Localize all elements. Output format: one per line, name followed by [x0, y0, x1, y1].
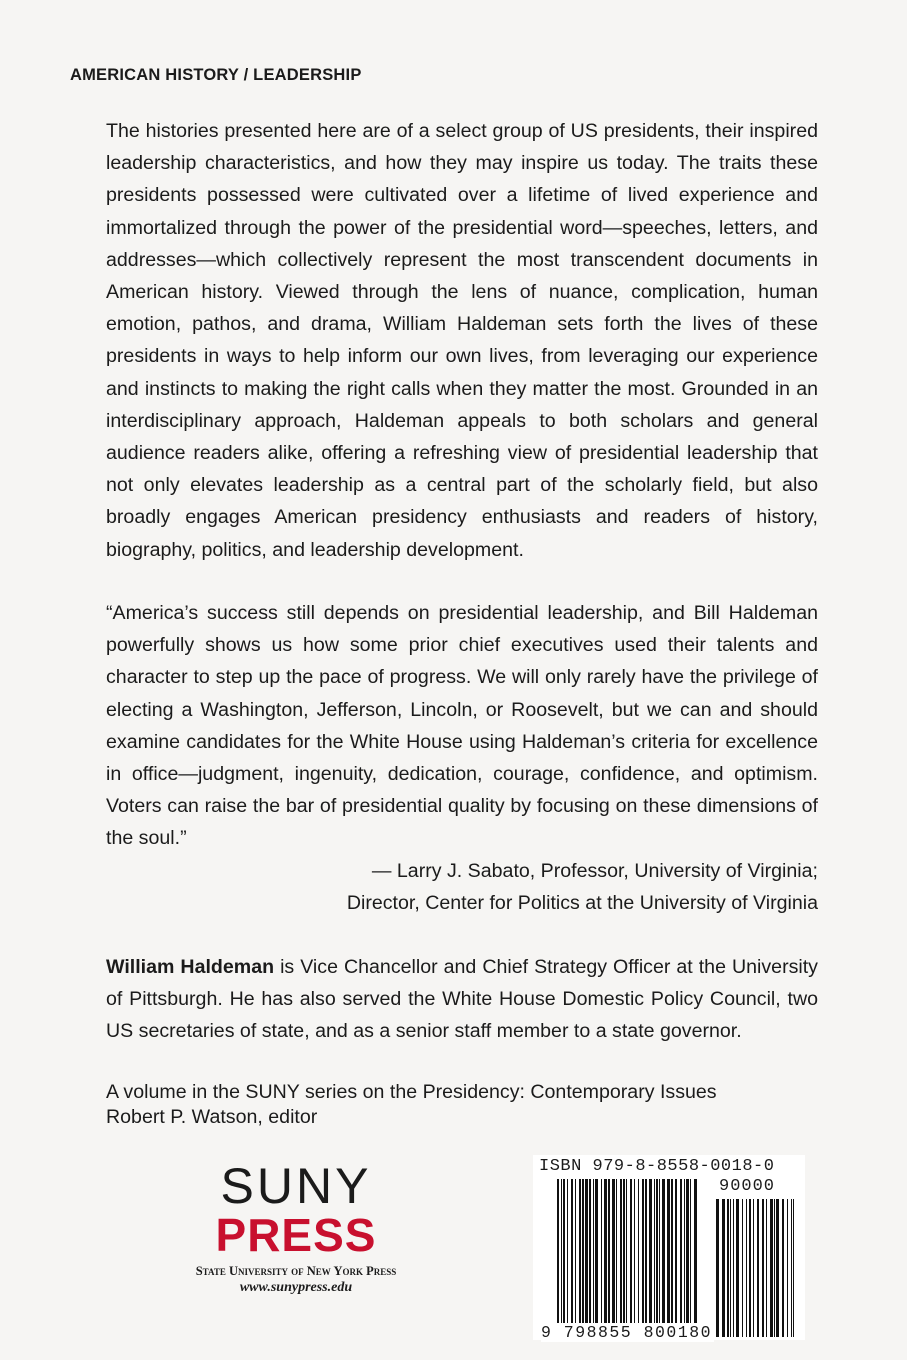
series-line: A volume in the SUNY series on the Presidency: Contemporary Issues [106, 1081, 717, 1103]
publisher-url: www.sunypress.edu [239, 1280, 353, 1295]
logo-press-text: PRESS [215, 1209, 377, 1261]
series-editor: Robert P. Watson, editor [106, 1106, 318, 1128]
barcode-digits: 9 798855 800180 [541, 1323, 713, 1342]
category-label: AMERICAN HISTORY / LEADERSHIP [70, 66, 362, 84]
attribution-line-1: — Larry J. Sabato, Professor, University of Virginia; [371, 860, 818, 882]
price-code: 90000 [719, 1177, 776, 1196]
author-name: William Haldeman [106, 956, 275, 978]
book-description: The histories presented here are of a select group of US presidents, their inspired leadership characteristics, and how they may inspire us today. The traits these presidents possessed were cultivated over a lifetime of lived experience and immortalized through the power of the presidential word—speeches, letters, and addresses—which collectively represent the most transcendent documents in American history. Viewed through the lens of nuance, complication, human emotion, pathos, and drama, William Haldeman sets forth the lives of these presidents in ways to help inform our own lives, from leveraging our experience and instincts to making the right calls when they matter the most. Grounded in an interdisciplinary approach, Haldeman appeals to both scholars and general audience readers alike, offering a refreshing view of presidential leadership that not only elevates leadership as a central part of the scholarly field, but also broadly engages American presidency enthusiasts and readers of history, biography, politics, and leadership development. [106, 120, 818, 561]
endorsement-quote: “America’s success still depends on presidential leadership, and Bill Haldeman powerfully shows us how some prior chief executives used their talents and character to step up the pace of progress. We will only rarely have the privilege of electing a Washington, Jefferson, Lincoln, or Roosevelt, but we can and should examine candidates for the White House using Haldeman’s criteria for excellence in office—judgment, ingenuity, dedication, courage, confidence, and optimism. Voters can raise the bar of presidential quality by focusing on these dimensions of the soul.” [106, 602, 818, 850]
barcode [533, 1155, 805, 1340]
author-bio [106, 951, 818, 1048]
series-info [106, 1080, 717, 1130]
isbn-text: ISBN 979-8-8558-0018-0 [539, 1157, 775, 1176]
author-bio-text: is Vice Chancellor and Chief Strategy Officer at the University of Pittsburgh. He has also served the White House Domestic Policy Council, two US secretaries of state, and as a senior staff member to a state governor. [106, 956, 818, 1043]
endorsement-attribution [347, 855, 818, 919]
publisher-full-name: State University of New York Press [195, 1264, 397, 1278]
logo-suny-text: SUNY [220, 1158, 372, 1214]
publisher-logo [176, 1160, 416, 1296]
attribution-line-2: Director, Center for Politics at the University of Virginia [346, 892, 818, 915]
